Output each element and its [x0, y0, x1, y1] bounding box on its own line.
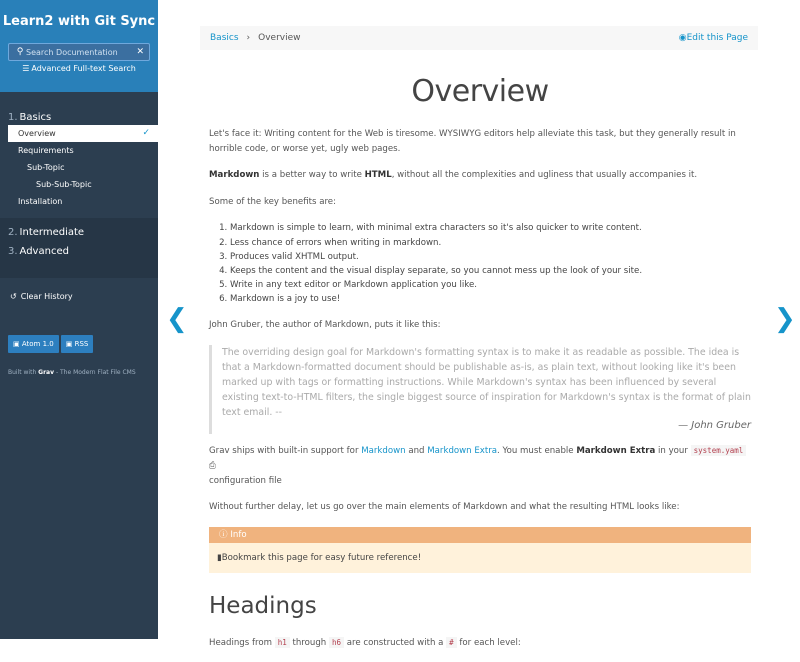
advanced-search-label: Advanced Full-text Search [31, 64, 136, 73]
nav-item-overview[interactable] [8, 125, 158, 142]
main-content [158, 0, 800, 648]
text: is a better way to write [259, 170, 365, 181]
section-heading: Headings [209, 592, 317, 619]
search-input[interactable] [26, 48, 136, 57]
search-box[interactable] [8, 43, 150, 61]
site-title[interactable]: Learn2 with Git Sync [2, 14, 156, 29]
bold-text: HTML [364, 170, 392, 181]
info-notice-header [209, 527, 751, 543]
bookmark-icon: ▮ [217, 552, 222, 563]
text: , without all the complexities and ugliness that usually accompanies it. [391, 170, 698, 181]
intro-paragraph: Let's face it: Writing content for the Web is tiresome. WYSIWYG editors help alleviate this task, but they generally result in horrible code, or worse yet, ugly web pages. [209, 129, 736, 154]
clear-history-label: Clear History [20, 292, 73, 301]
sidebar-header [0, 0, 158, 92]
article [209, 66, 751, 662]
built-with-tail: - The Modern Flat File CMS [55, 369, 136, 376]
text: configuration file [209, 475, 282, 486]
text: for each level: [456, 637, 521, 648]
gruber-intro: John Gruber, the author of Markdown, puts it like this: [209, 320, 441, 331]
list-item: 1. Markdown is simple to learn, with minimal extra characters so it's also quicker to write content. [230, 221, 751, 235]
code-snippet: h1 [275, 637, 290, 648]
bold-text: Markdown [209, 170, 260, 181]
rss-feed-button[interactable] [61, 335, 94, 353]
text: in your [655, 446, 691, 457]
list-item: 3. Produces valid XHTML output. [230, 250, 751, 264]
list-item: 4. Keeps the content and the visual display separate, so you cannot mess up the look of your site. [230, 264, 751, 278]
nav-item-requirements[interactable]: Requirements [18, 146, 74, 155]
chapter-number: 1. [8, 112, 18, 123]
atom-feed-button[interactable] [8, 335, 59, 353]
feed-label: Atom 1.0 [21, 340, 54, 348]
advanced-search-link[interactable] [0, 64, 158, 73]
sidebar [0, 0, 158, 639]
chapter-number: 3. [8, 246, 18, 257]
quote-text: The overriding design goal for Markdown's formatting syntax is to make it as readable as possible. The idea is that a Markdown-formatted document should be publishable as-is, as plain text, without looking like it's been marked up with tags or formatting instructions. While Markdown's syntax has been influenced by several existing text-to-HTML filters, the single biggest source of inspiration for Markdown's syntax is the format of plain text email. -- [222, 347, 751, 419]
text: . You must enable [497, 446, 577, 457]
nav-item-sub-topic[interactable]: Sub-Topic [27, 163, 65, 172]
history-icon: ↺ [10, 292, 17, 301]
text: through [289, 637, 329, 648]
chapter-label: Basics [19, 112, 52, 123]
list-item: 5. Write in any text editor or Markdown application you like. [230, 278, 751, 292]
list-item: 6. Markdown is a joy to use! [230, 292, 751, 306]
nav-chapters [0, 218, 158, 278]
markdown-paragraph [209, 168, 751, 183]
info-notice-body [209, 543, 751, 573]
rss-icon: ▣ [13, 340, 20, 348]
copy-icon[interactable]: ⎙ [209, 460, 216, 471]
sliders-icon: ☰ [22, 64, 30, 73]
info-notice [209, 527, 751, 573]
edit-page-link[interactable] [679, 33, 748, 43]
code-snippet: system.yaml [691, 445, 747, 456]
chapter-label: Intermediate [19, 227, 85, 238]
chapter-label: Advanced [19, 246, 69, 257]
next-page-arrow-icon[interactable]: ❯ [774, 304, 796, 334]
chapter-basics[interactable] [0, 110, 158, 125]
nav-item-label: Overview [18, 129, 56, 138]
chapter-intermediate[interactable] [0, 224, 158, 241]
rss-icon: ▣ [65, 340, 73, 348]
prev-page-arrow-icon[interactable]: ❮ [166, 304, 188, 334]
info-title: Info [230, 529, 247, 540]
grav-link[interactable]: Grav [38, 369, 55, 376]
built-with-text: Built with [8, 369, 37, 376]
quote-citation: — John Gruber [678, 420, 751, 432]
chapter-advanced[interactable] [0, 243, 158, 260]
code-snippet: # [446, 637, 457, 648]
breadcrumb [210, 33, 301, 43]
top-bar [200, 26, 758, 50]
text: and [405, 446, 428, 457]
breadcrumb-link-basics[interactable]: Basics [210, 33, 239, 43]
nav-menu [0, 92, 158, 210]
github-icon: ◉ [678, 33, 687, 43]
text: Headings from [209, 637, 275, 648]
edit-page-label: Edit this Page [686, 33, 748, 43]
benefits-intro: Some of the key benefits are: [209, 196, 336, 207]
nav-item-installation[interactable]: Installation [18, 197, 63, 206]
page-title: Overview [411, 74, 549, 109]
close-icon[interactable]: ✕ [136, 47, 144, 57]
chevron-right-icon: › [246, 33, 251, 43]
list-item: 2. Less chance of errors when writing in markdown. [230, 236, 751, 250]
markdown-link[interactable]: Markdown [361, 446, 406, 457]
clear-history-link[interactable] [0, 292, 158, 301]
markdown-extra-link[interactable]: Markdown Extra [427, 446, 498, 457]
nav-item-sub-sub-topic[interactable]: Sub-Sub-Topic [36, 180, 92, 189]
grav-paragraph [209, 444, 751, 488]
info-text: Bookmark this page for easy future reference! [221, 552, 422, 563]
built-with-footer [0, 369, 158, 376]
delay-paragraph: Without further delay, let us go over the main elements of Markdown and what the resulting HTML looks like: [209, 502, 680, 513]
feed-buttons [0, 335, 158, 353]
breadcrumb-current: Overview [258, 33, 301, 43]
bold-text: Markdown Extra [576, 446, 656, 457]
headings-paragraph [209, 636, 751, 651]
gruber-quote [209, 345, 751, 434]
text: are constructed with a [344, 637, 447, 648]
feed-label: RSS [74, 340, 89, 348]
text: Grav ships with built-in support for [209, 446, 362, 457]
search-icon: ⚲ [16, 47, 24, 57]
info-icon: ⓘ [219, 529, 228, 540]
benefits-list [230, 221, 751, 306]
code-snippet: h6 [329, 637, 344, 648]
check-icon: ✓ [142, 128, 150, 138]
chapter-number: 2. [8, 227, 18, 238]
